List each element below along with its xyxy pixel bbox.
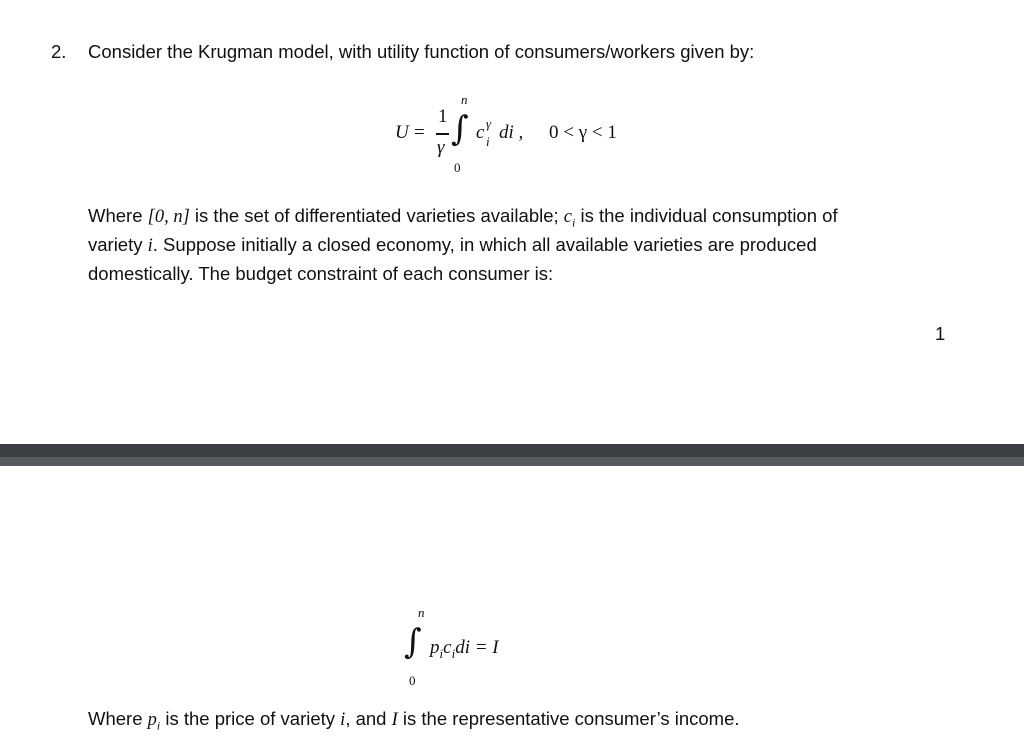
closing-line	[88, 704, 740, 741]
math-rest: di = I	[455, 637, 499, 658]
utility-fraction-bar	[436, 133, 449, 135]
math-income: I	[391, 710, 398, 730]
math-ci-subscript: i	[572, 215, 576, 230]
integral-sign-icon: ∫	[451, 109, 469, 149]
math-c: c	[443, 637, 452, 658]
math-set: [0, n]	[147, 207, 190, 227]
question-number: 2.	[51, 41, 67, 62]
utility-frac-numerator: 1	[438, 106, 448, 127]
utility-lhs: U	[395, 122, 409, 143]
budget-integrand	[430, 637, 499, 662]
utility-integrand-base: c	[476, 122, 485, 143]
math-p: p	[147, 710, 157, 730]
text: Where	[88, 708, 148, 729]
math-i: i	[147, 236, 153, 256]
text: , and	[345, 708, 392, 729]
text: is the representative consumer’s income.	[397, 708, 740, 729]
math-p-subscript: i	[156, 718, 161, 733]
text: is the price of variety	[160, 708, 341, 729]
math-p-subscript: i	[439, 645, 444, 661]
utility-lower-limit: 0	[454, 160, 461, 175]
math-ci: c	[563, 207, 572, 227]
utility-condition: 0 < γ < 1	[549, 122, 617, 143]
text: Where	[88, 205, 148, 226]
text: variety	[88, 234, 148, 255]
math-i: i	[340, 710, 346, 730]
math-c-subscript: i	[451, 645, 456, 661]
text: is the set of differentiated varieties available;	[189, 205, 564, 226]
utility-integrand-subscript: i	[486, 134, 490, 149]
math-p: p	[430, 637, 440, 658]
budget-lower-limit: 0	[409, 673, 416, 688]
page-number: 1	[935, 323, 946, 344]
utility-upper-limit: n	[461, 92, 468, 107]
integral-sign-icon: ∫	[404, 622, 422, 662]
explanation-line-2	[88, 230, 817, 261]
text: is the individual consumption of	[575, 205, 838, 226]
question-intro: Consider the Krugman model, with utility function of consumers/workers given by:	[88, 41, 755, 62]
explanation-line-3: domestically. The budget constraint of each consumer is:	[88, 263, 554, 284]
utility-frac-denominator: γ	[437, 137, 445, 158]
budget-upper-limit: n	[418, 605, 425, 620]
page-divider	[0, 444, 1024, 466]
text: . Suppose initially a closed economy, in which all available varieties are produced	[152, 234, 817, 255]
utility-equals: =	[414, 122, 425, 143]
utility-differential: di ,	[499, 122, 524, 143]
utility-integrand-exponent: γ	[486, 116, 492, 131]
